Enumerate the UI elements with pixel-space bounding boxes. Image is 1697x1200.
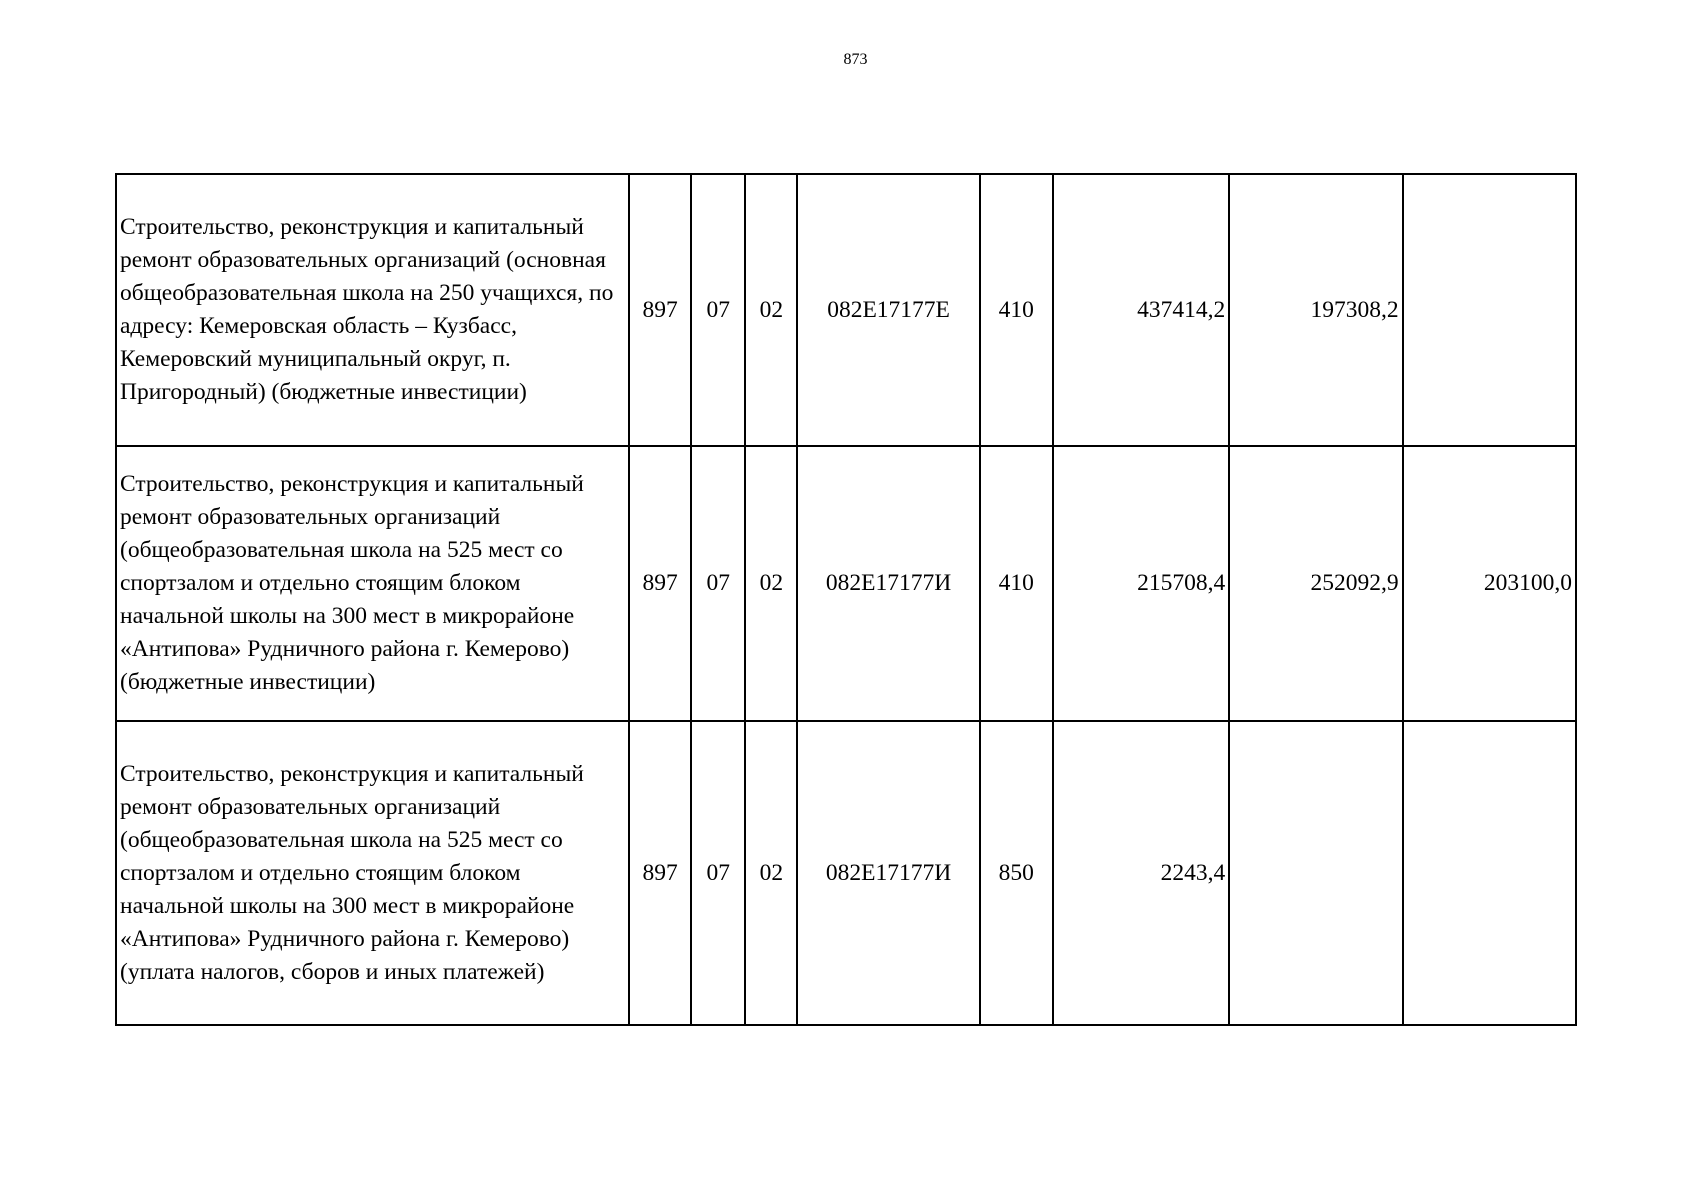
amount-year-1: 437414,2 (1053, 174, 1229, 446)
amount-year-1: 215708,4 (1053, 446, 1229, 721)
section-code: 07 (691, 174, 745, 446)
subsection-code: 02 (745, 446, 797, 721)
amount-year-1: 2243,4 (1053, 721, 1229, 1025)
budget-table (115, 173, 1577, 1026)
ministry-code: 897 (629, 174, 691, 446)
amount-year-2: 197308,2 (1229, 174, 1402, 446)
amount-year-3: 203100,0 (1403, 446, 1576, 721)
table-row (116, 446, 1576, 721)
row-description: Строительство, реконструкция и капитальный ремонт образовательных организаций (основная общеобразовательная школа на 250 учащихся, по адресу: Кемеровская область – Кузбасс, Кемеровский муниципальный округ, п. Пригородный) (бюджетные инвестиции) (116, 174, 629, 446)
target-article-code: 082E17177Е (797, 174, 979, 446)
expense-type-code: 410 (980, 446, 1053, 721)
target-article-code: 082E17177И (797, 446, 979, 721)
ministry-code: 897 (629, 721, 691, 1025)
subsection-code: 02 (745, 721, 797, 1025)
amount-year-2: 252092,9 (1229, 446, 1402, 721)
table-row (116, 174, 1576, 446)
subsection-code: 02 (745, 174, 797, 446)
amount-year-2 (1229, 721, 1402, 1025)
target-article-code: 082E17177И (797, 721, 979, 1025)
expense-type-code: 410 (980, 174, 1053, 446)
page-number: 873 (843, 51, 868, 68)
row-description: Строительство, реконструкция и капитальный ремонт образовательных организаций (общеобразовательная школа на 525 мест со спортзалом и отдельно стоящим блоком начальной школы на 300 мест в микрорайоне «Антипова» Рудничного района г. Кемерово) (бюджетные инвестиции) (116, 446, 629, 721)
section-code: 07 (691, 446, 745, 721)
amount-year-3 (1403, 721, 1576, 1025)
ministry-code: 897 (629, 446, 691, 721)
row-description: Строительство, реконструкция и капитальный ремонт образовательных организаций (общеобразовательная школа на 525 мест со спортзалом и отдельно стоящим блоком начальной школы на 300 мест в микрорайоне «Антипова» Рудничного района г. Кемерово) (уплата налогов, сборов и иных платежей) (116, 721, 629, 1025)
section-code: 07 (691, 721, 745, 1025)
amount-year-3 (1403, 174, 1576, 446)
table-row (116, 721, 1576, 1025)
expense-type-code: 850 (980, 721, 1053, 1025)
